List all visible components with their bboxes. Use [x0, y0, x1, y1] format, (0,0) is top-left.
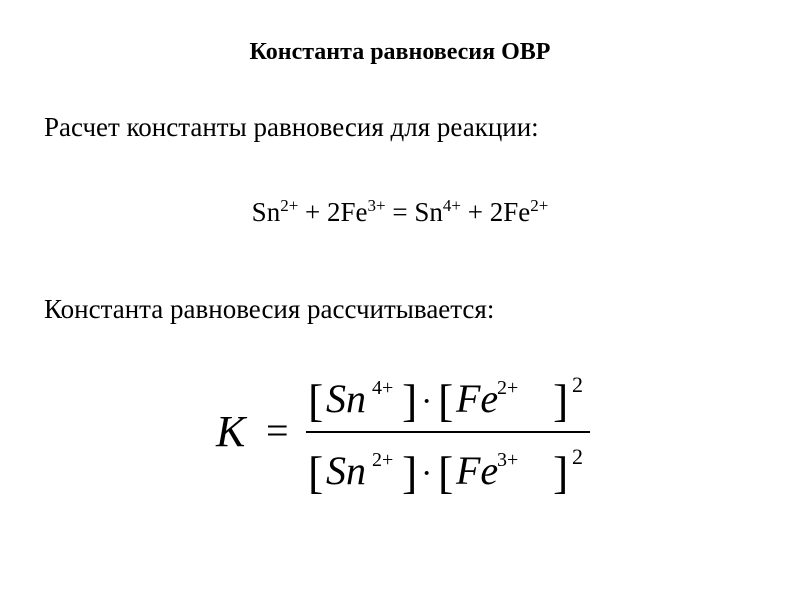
plus-sign: + [298, 197, 328, 227]
reactant-fe: 2Fe [327, 197, 368, 227]
product-fe: 2Fe [489, 197, 531, 227]
numerator-fe-charge: 2+ [497, 377, 519, 399]
denominator-close-bracket-1: ] [402, 447, 418, 498]
denominator-sn: Sn [326, 448, 366, 493]
note-text: Константа равновесия рассчитывается: [44, 294, 495, 324]
reactant-sn: Sn [251, 197, 281, 227]
denominator-sn-charge: 2+ [372, 449, 394, 471]
product-fe-charge: 2+ [530, 196, 549, 215]
equals-sign: = [385, 197, 415, 227]
denominator-fe-charge: 3+ [497, 449, 519, 471]
numerator-dot: · [421, 383, 433, 420]
denominator-open-bracket-2: [ [438, 447, 454, 498]
numerator-close-bracket-2: ] [553, 375, 569, 426]
formula-svg [216, 368, 616, 508]
reactant-sn-charge: 2+ [280, 196, 299, 215]
k-symbol: K [216, 407, 246, 456]
denominator-fe: Fe [456, 448, 499, 493]
denominator-close-bracket-2: ] [553, 447, 569, 498]
denominator-power: 2 [572, 444, 583, 469]
numerator-sn: Sn [326, 376, 366, 421]
numerator-open-bracket-2: [ [438, 375, 454, 426]
equilibrium-constant-formula [216, 368, 616, 508]
denominator-dot: · [421, 455, 433, 492]
formula-equals-sign: = [266, 408, 289, 453]
numerator-close-bracket-1: ] [402, 375, 418, 426]
plus-sign: + [460, 197, 490, 227]
intro-text: Расчет константы равновесия для реакции: [44, 112, 539, 142]
slide-title: Константа равновесия ОВР [249, 39, 551, 65]
numerator-fe: Fe [456, 376, 499, 421]
denominator-open-bracket-1: [ [308, 447, 324, 498]
product-sn: Sn [414, 197, 443, 227]
numerator-power: 2 [572, 372, 583, 397]
product-sn-charge: 4+ [442, 196, 461, 215]
numerator-open-bracket-1: [ [308, 375, 324, 426]
numerator-sn-charge: 4+ [372, 377, 394, 399]
reaction-equation [0, 194, 800, 230]
reactant-fe-charge: 3+ [367, 196, 386, 215]
